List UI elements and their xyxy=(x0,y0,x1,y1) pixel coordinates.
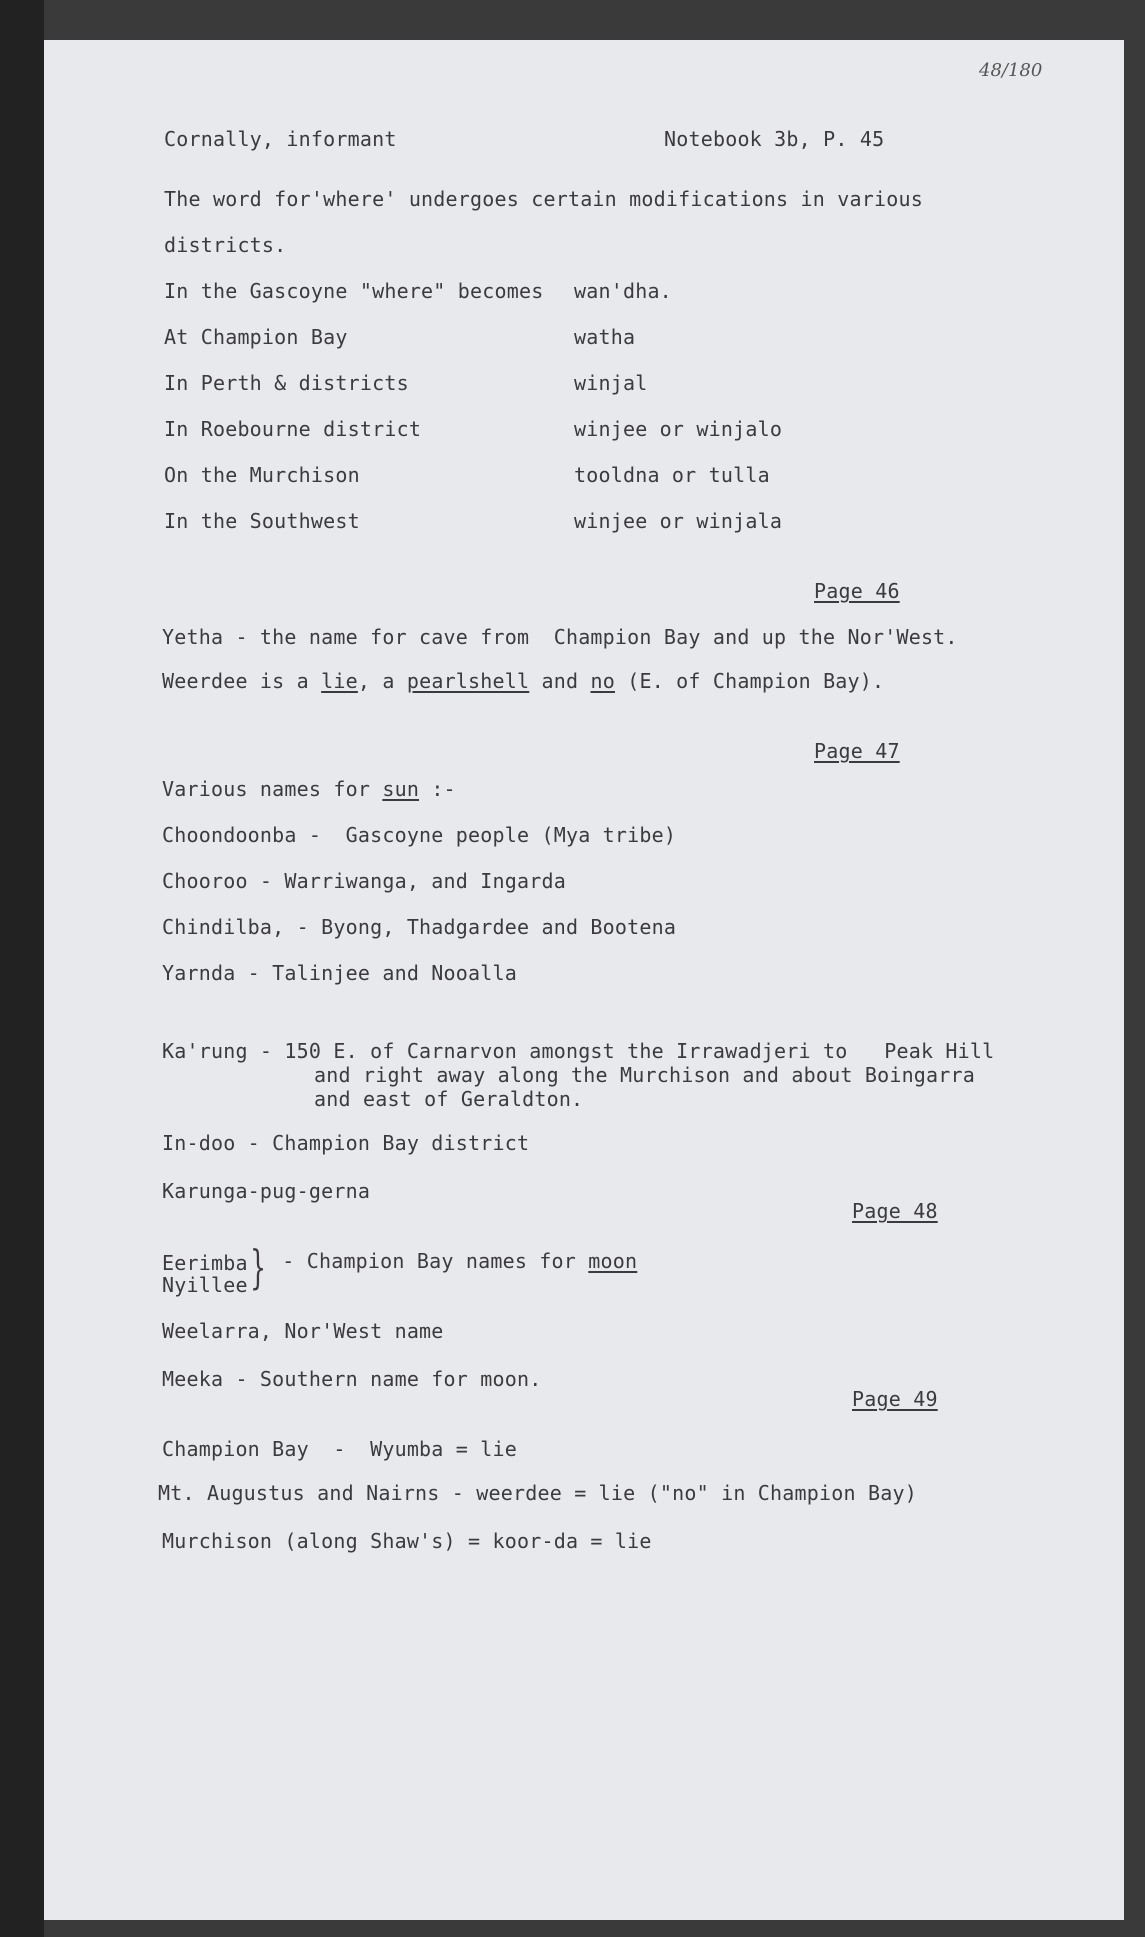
page-47-heading: Page 47 xyxy=(814,739,900,763)
where-word: winjee or winjalo xyxy=(574,417,783,441)
where-place: At Champion Bay xyxy=(164,325,348,349)
typed-page xyxy=(44,40,1124,1920)
where-place: In the Gascoyne "where" becomes xyxy=(164,279,544,303)
moon-line xyxy=(270,1250,637,1272)
informant-line: Cornally, informant xyxy=(164,127,397,151)
where-word: winjal xyxy=(574,371,648,395)
moon-text: - Champion Bay names for xyxy=(270,1249,589,1273)
where-place: In Perth & districts xyxy=(164,371,409,395)
sun-name-line: Chooroo - Warriwanga, and Ingarda xyxy=(162,869,566,893)
page-46-heading: Page 46 xyxy=(814,579,900,603)
weerdee-text: , a xyxy=(357,669,407,693)
eerimba-label: Eerimba xyxy=(162,1251,248,1275)
where-word: watha xyxy=(574,325,636,349)
indoo-line: In-doo - Champion Bay district xyxy=(162,1131,530,1155)
weerdee-no: no xyxy=(590,669,615,693)
meeka-line: Meeka - Southern name for moon. xyxy=(162,1367,542,1391)
intro-line-1: The word for'where' undergoes certain modifications in various xyxy=(164,187,923,211)
page-49-heading: Page 49 xyxy=(852,1387,938,1411)
lie-line: Murchison (along Shaw's) = koor-da = lie xyxy=(162,1529,652,1553)
folio-number: 48/180 xyxy=(979,60,1043,81)
moon-word: moon xyxy=(588,1249,638,1273)
weerdee-text: and xyxy=(529,669,591,693)
where-word: tooldna or tulla xyxy=(574,463,770,487)
where-place: In Roebourne district xyxy=(164,417,422,441)
where-word: wan'dha. xyxy=(574,279,672,303)
scan-background xyxy=(0,0,44,1937)
nyillee-label: Nyillee xyxy=(162,1273,248,1297)
karunga-line: Karunga-pug-gerna xyxy=(162,1179,371,1203)
notebook-reference: Notebook 3b, P. 45 xyxy=(664,127,885,151)
lie-line: Mt. Augustus and Nairns - weerdee = lie ("no" in Champion Bay) xyxy=(158,1481,917,1505)
weelarra-line: Weelarra, Nor'West name xyxy=(162,1319,444,1343)
intro-line-2: districts. xyxy=(164,233,287,257)
sun-name-line: Chindilba, - Byong, Thadgardee and Bootena xyxy=(162,915,677,939)
karung-line-1: Ka'rung - 150 E. of Carnarvon amongst the Irrawadjeri to Peak Hill xyxy=(162,1039,995,1063)
where-place: On the Murchison xyxy=(164,463,360,487)
page-48-heading: Page 48 xyxy=(852,1199,938,1223)
sun-name-line: Choondoonba - Gascoyne people (Mya tribe) xyxy=(162,823,677,847)
sun-word: sun xyxy=(382,777,420,801)
weerdee-pearlshell: pearlshell xyxy=(406,669,530,693)
sun-intro-text: Various names for xyxy=(162,777,383,801)
lie-line: Champion Bay - Wyumba = lie xyxy=(162,1437,517,1461)
weerdee-text: Weerdee is a xyxy=(162,669,322,693)
karung-line-3: and east of Geraldton. xyxy=(314,1087,584,1111)
sun-intro-text: :- xyxy=(419,777,456,801)
where-word: winjee or winjala xyxy=(574,509,783,533)
weerdee-lie: lie xyxy=(321,669,358,693)
where-place: In the Southwest xyxy=(164,509,360,533)
sun-name-line: Yarnda - Talinjee and Nooalla xyxy=(162,961,517,985)
sun-intro xyxy=(162,778,456,800)
weerdee-text: (E. of Champion Bay). xyxy=(614,669,885,693)
grouping-brace: } xyxy=(250,1240,267,1294)
yetha-line: Yetha - the name for cave from Champion Bay and up the Nor'West. xyxy=(162,625,958,649)
karung-line-2: and right away along the Murchison and about Boingarra xyxy=(314,1063,976,1087)
weerdee-line xyxy=(162,670,884,692)
